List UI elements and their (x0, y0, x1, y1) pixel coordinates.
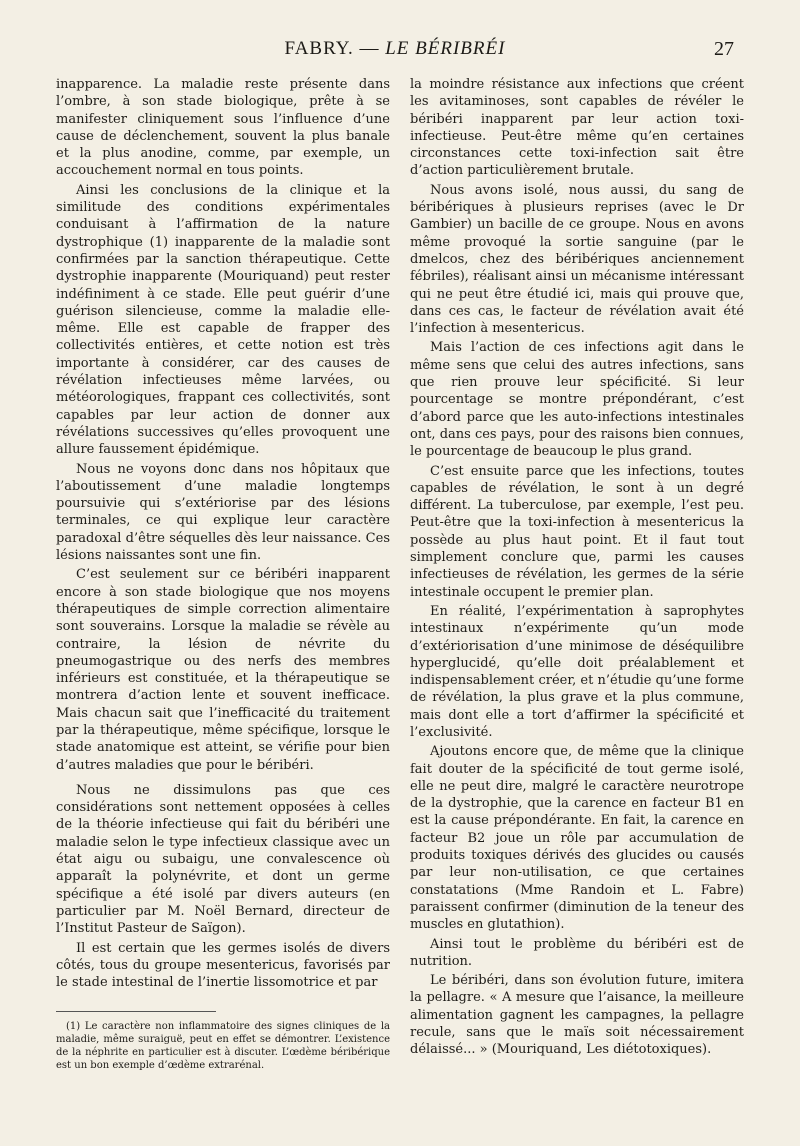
paragraph: Nous ne voyons donc dans nos hôpitaux que l’aboutissement d’une maladie longtemps poursuivie qui s’extériorise par des lésions terminales, ce qui explique leur caractère paradoxal d’être séquelles dès leur naissance. Ces lésions naissantes sont une fin. (56, 461, 390, 564)
paragraph: Il est certain que les germes isolés de divers côtés, tous du groupe mesentericus, favorisés par le stade intestinal de l’inertie lissomotrice et par (56, 940, 390, 991)
footnote: (1) Le caractère non inflammatoire des signes cliniques de la maladie, même suraiguë, peut en effet se démontrer. L’existence de la néphrite en particulier est à discuter. L’œdème béribérique est un bon exemple d’œdème extrarénal. (56, 1021, 390, 1072)
header-title: LE BÉRIBRÉI (385, 38, 506, 59)
running-title (56, 38, 734, 60)
paragraph: Ajoutons encore que, de même que la clinique fait douter de la spécificité de tout germe isolé, elle ne peut dire, malgré le caractère neurotrope de la dystrophie, que la carence en facteur B1 en est la cause prépondérante. En fait, la carence en facteur B2 joue un rôle par accumulation de produits toxiques dérivés des glucides ou causés par leur non-utilisation, ce que certaines constatations (Mme Randoin et L. Fabre) paraissent confirmer (diminution de la teneur des muscles en glutathion). (410, 744, 744, 933)
left-column (56, 76, 390, 1126)
paragraph: Le béribéri, dans son évolution future, imitera la pellagre. « A mesure que l’aisance, la meilleure alimentation gagnent les campagnes, la pellagre recule, sans que le maïs soit nécessairement délaissé... » (Mouriquand, Les diétotoxiques). (410, 973, 744, 1058)
paragraph: Mais l’action de ces infections agit dans le même sens que celui des autres infections, sans que rien prouve leur spécificité. Si leur pourcentage se montre prépondérant, c’est d’abord parce que les auto-infections intestinales ont, dans ces pays, pour des raisons bien connues, le pourcentage de beaucoup le plus grand. (410, 340, 744, 460)
paragraph: Ainsi les conclusions de la clinique et la similitude des conditions expérimentales conduisant à l’affirmation de la nature dystrophique (1) inapparente de la maladie sont confirmées par la sanction thérapeutique. Cette dystrophie inapparente (Mouriquand) peut rester indéfiniment à ce stade. Elle peut guérir d’une guérison silencieuse, comme la maladie elle-même. Elle est capable de frapper des collectivités entières, et cette notion est très importante à considérer, car des causes de révélation infectieuses même larvées, ou météorologiques, frappant ces collectivités, sont capables par leur action de donner aux révélations successives qu’elles provoquent une allure faussement épidémique. (56, 182, 390, 458)
page-number: 27 (714, 38, 734, 60)
right-column (410, 76, 744, 1126)
paragraph: inapparence. La maladie reste présente dans l’ombre, à son stade biologique, prête à se manifester cliniquement sous l’influence d’une cause de déclenchement, souvent la plus banale et la plus anodine, comme, par exemple, un accouchement normal en tous points. (56, 77, 390, 179)
paragraph: Nous avons isolé, nous aussi, du sang de béribériques à plusieurs reprises (avec le Dr Gambier) un bacille de ce groupe. Nous en avons même provoqué la sortie sanguine (par le dmelcos, chez des béribériques anciennement fébriles), réalisant ainsi un mécanisme intéressant qui ne peut être étudié ici, mais qui prouve que, dans ces cas, le facteur de révélation avait été l’infection à mesentericus. (410, 182, 744, 337)
text-columns (56, 76, 744, 1126)
paragraph: En réalité, l’expérimentation à saprophytes intestinaux n’expérimente qu’un mode d’extériorisation d’une minimose de déséquilibre hyperglucidé, qu’elle doit préalablement et indispensablement créer, et n’étudie qu’une forme de révélation, la plus grave et la plus commune, mais dont elle a tort d’affirmer la spécificité et l’exclusivité. (410, 603, 744, 740)
paragraph: C’est ensuite parce que les infections, toutes capables de révélation, le sont à un degré différent. La tuberculose, par exemple, l’est peu. Peut-être que la toxi-infection à mesentericus la possède au plus haut point. Et il faut tout simplement conclure que, parmi les causes infectieuses de révélation, les germes de la série intestinale occupent le premier plan. (410, 463, 744, 600)
paragraph: Nous ne dissimulons pas que ces considérations sont nettement opposées à celles de la théorie infectieuse qui fait du béribéri une maladie selon le type infectieux classique avec un état aigu ou subaigu, une convalescence où apparaît la polynévrite, et dont un germe spécifique a été isolé par divers auteurs (en particulier par M. Noël Bernard, directeur de l’Institut Pasteur de Saïgon). (56, 782, 390, 937)
paragraph: Ainsi tout le problème du béribéri est de nutrition. (410, 936, 744, 969)
paragraph: C’est seulement sur ce béribéri inapparent encore à son stade biologique que nos moyens thérapeutiques de simple correction alimentaire sont souverains. Lorsque la maladie se révèle au contraire, la lésion de névrite du pneumogastrique ou des nerfs des membres inférieurs est constituée, et la thérapeutique se montrera d’action lente et souvent inefficace. Mais chacun sait que l’inefficacité du traitement par la thérapeutique, même spécifique, lorsque le stade anatomique est atteint, se vérifie pour bien d’autres maladies que pour le béribéri. (56, 567, 390, 773)
footnote-rule (56, 1011, 216, 1012)
paragraph: la moindre résistance aux infections que créent les avitaminoses, sont capables de révéler le béribéri inapparent par leur action toxi-infectieuse. Peut-être même qu’en certaines circonstances cette toxi-infection sait être d’action particulièrement brutale. (410, 77, 744, 179)
header-author: FABRY. — (284, 38, 386, 59)
running-header (56, 38, 734, 66)
